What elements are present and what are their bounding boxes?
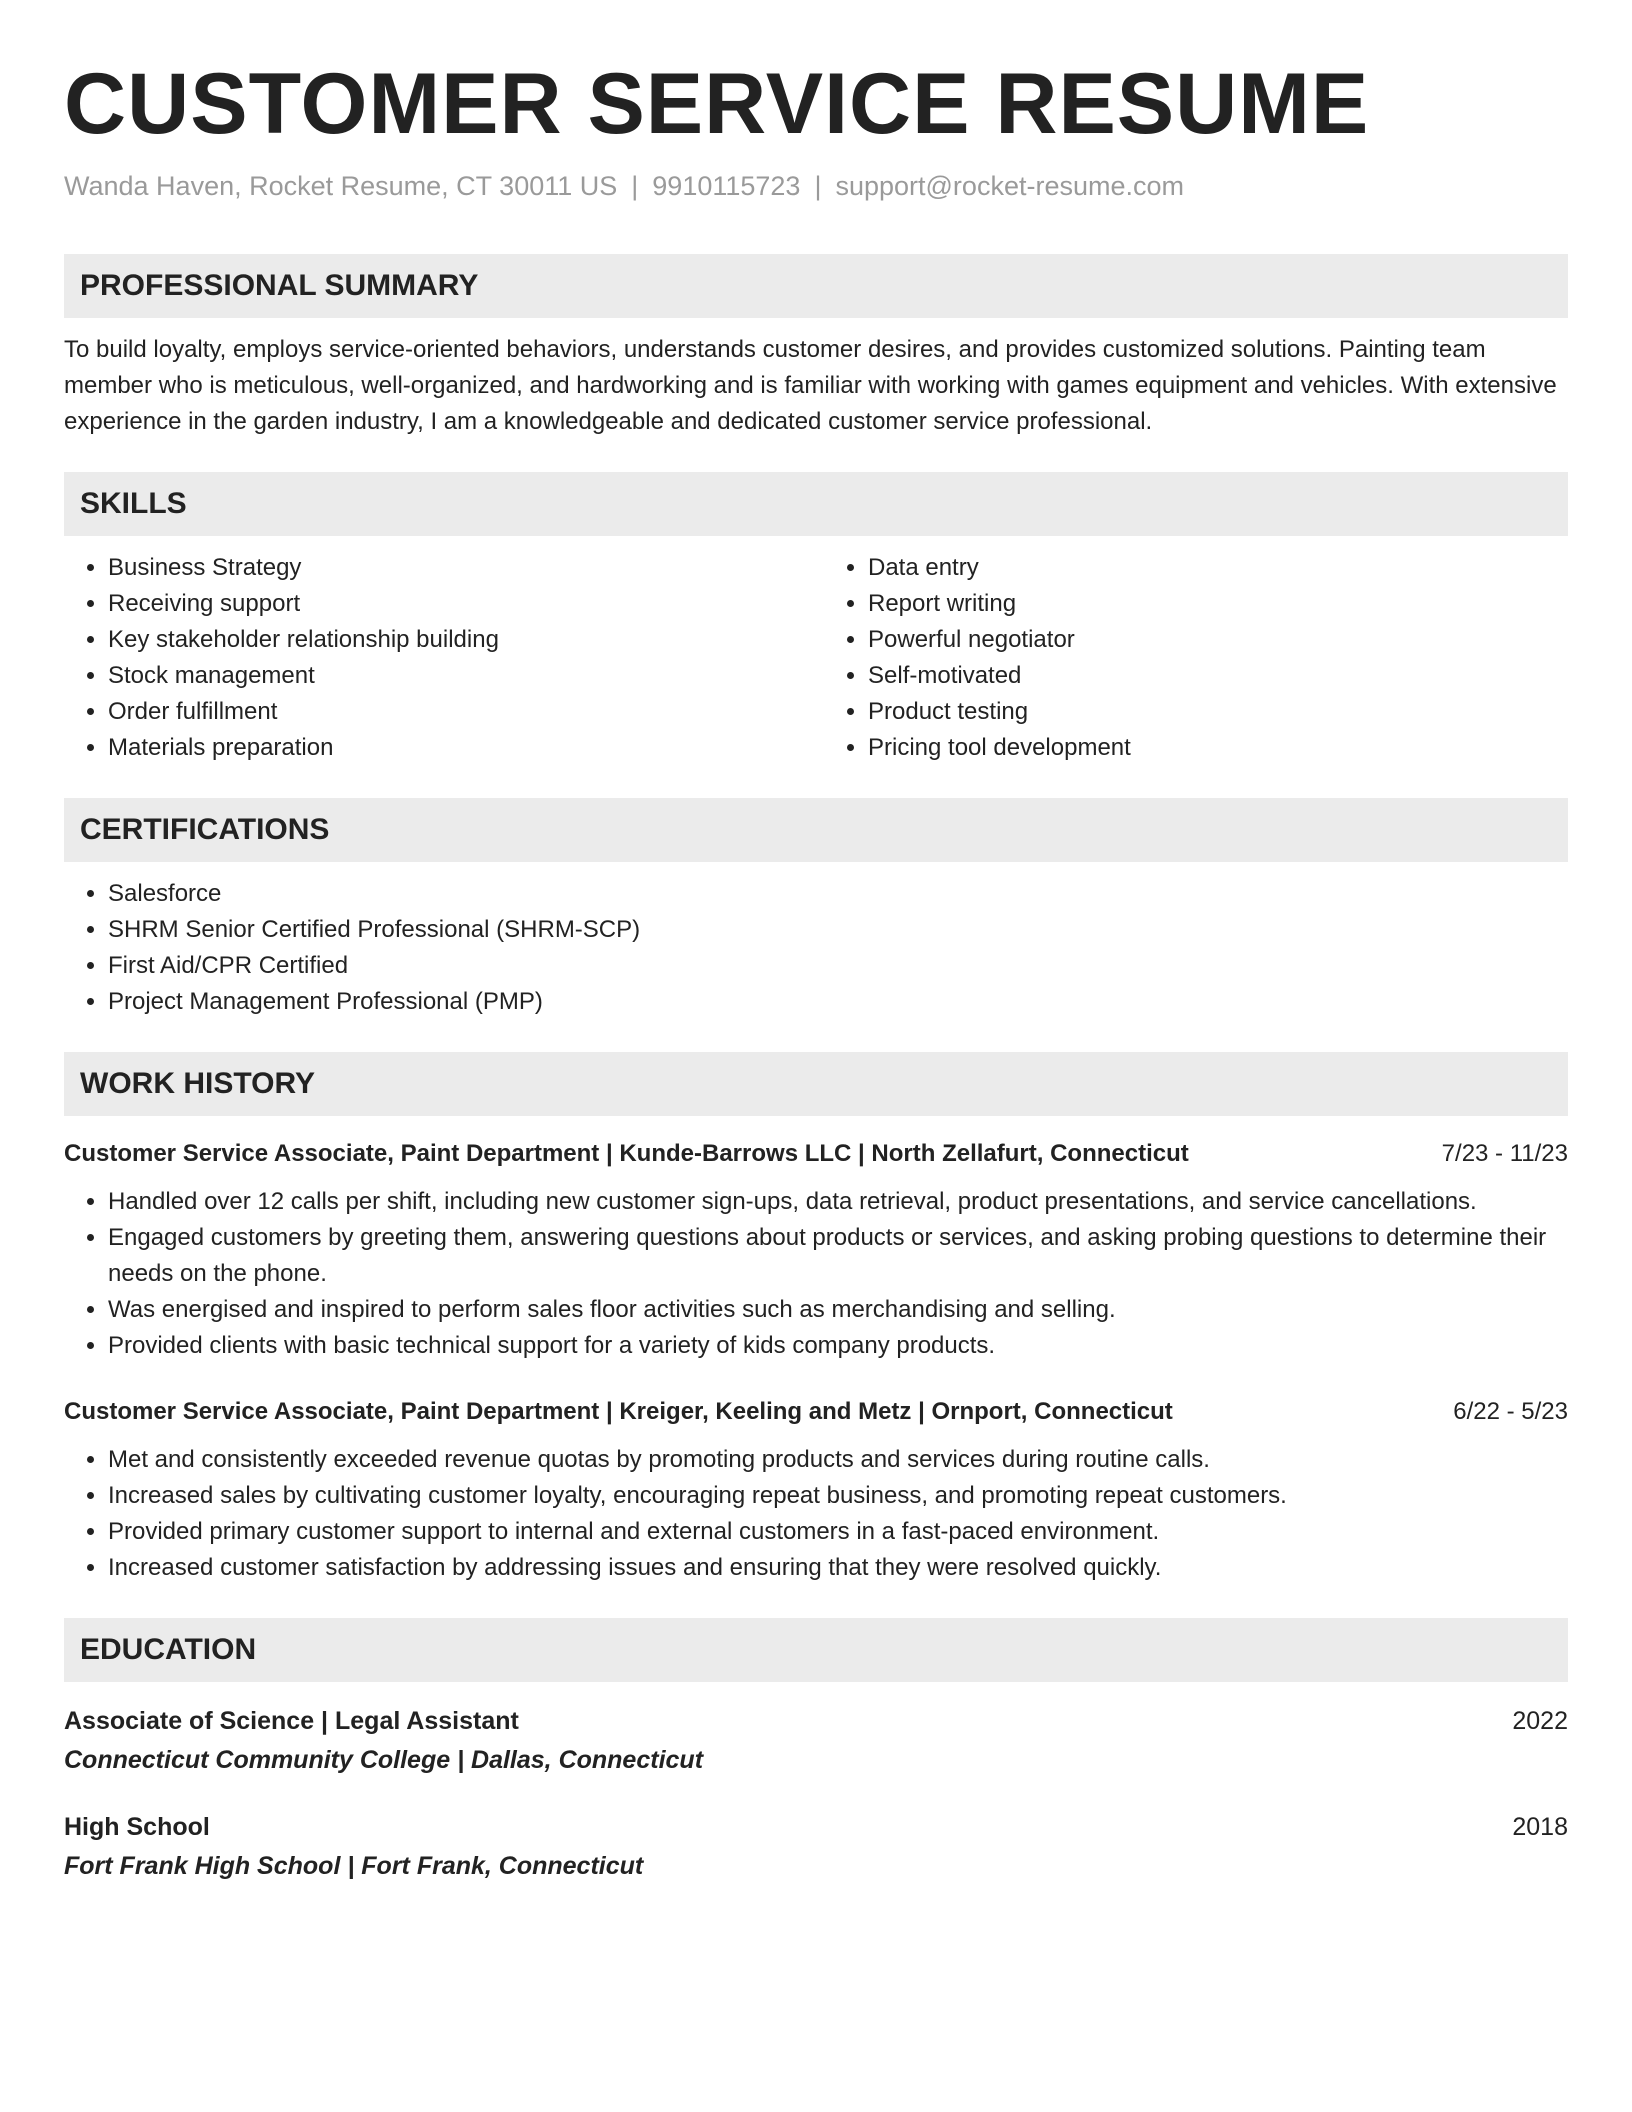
skill-item: • Stock management [108, 658, 816, 694]
skill-item: • Product testing [868, 694, 1568, 730]
section-heading-education: EDUCATION [64, 1618, 1568, 1682]
job-bullet: • Engaged customers by greeting them, answering questions about products or services, and asking probing questions to determine their needs on the phone. [108, 1220, 1568, 1292]
job-bullets [64, 1442, 1568, 1586]
skill-item: • Business Strategy [108, 550, 816, 586]
skill-item: • Data entry [868, 550, 1568, 586]
contact-email: support@rocket-resume.com [835, 171, 1184, 201]
skill-item: • Pricing tool development [868, 730, 1568, 766]
education-year: 2018 [1512, 1813, 1568, 1841]
section-heading-summary: PROFESSIONAL SUMMARY [64, 254, 1568, 318]
education-degree: Associate of Science | Legal Assistant [64, 1707, 519, 1735]
skill-item: • Materials preparation [108, 730, 816, 766]
skill-item: • Powerful negotiator [868, 622, 1568, 658]
job-bullet: • Met and consistently exceeded revenue quotas by promoting products and services during routine calls. [108, 1442, 1568, 1478]
section-heading-work-history: WORK HISTORY [64, 1052, 1568, 1116]
skills-grid [64, 550, 1568, 766]
section-heading-skills: SKILLS [64, 472, 1568, 536]
skills-list-right [816, 550, 1568, 766]
certifications-list [64, 876, 1568, 1020]
contact-phone: 9910115723 [652, 171, 801, 201]
job-title: Customer Service Associate, Paint Department | Kreiger, Keeling and Metz | Ornport, Connecticut [64, 1398, 1173, 1425]
certification-item: • Salesforce [108, 876, 1568, 912]
education-school: Connecticut Community College | Dallas, Connecticut [64, 1746, 704, 1774]
job-bullet: • Increased customer satisfaction by addressing issues and ensuring that they were resolved quickly. [108, 1550, 1568, 1586]
education-header [64, 1808, 1568, 1846]
job-dates: 7/23 - 11/23 [1441, 1140, 1568, 1167]
job-bullet: • Was energised and inspired to perform sales floor activities such as merchandising and selling. [108, 1292, 1568, 1328]
certification-item: • First Aid/CPR Certified [108, 948, 1568, 984]
education-header [64, 1702, 1568, 1740]
education-degree: High School [64, 1813, 210, 1841]
contact-line [64, 168, 1568, 204]
skill-item: • Self-motivated [868, 658, 1568, 694]
education-year: 2022 [1512, 1707, 1568, 1735]
summary-text: To build loyalty, employs service-oriented behaviors, understands customer desires, and provides customized solutions. Painting team member who is meticulous, well-organized, and hardworking and is familiar with working with games equipment and vehicles. With extensive experience in the garden industry, I am a knowledgeable and dedicated customer service professional. [64, 336, 1557, 435]
job-title: Customer Service Associate, Paint Department | Kunde-Barrows LLC | North Zellafurt, Connecticut [64, 1140, 1189, 1167]
job-entry [64, 1394, 1568, 1586]
skill-item: • Receiving support [108, 586, 816, 622]
job-header [64, 1136, 1568, 1172]
certification-item: • SHRM Senior Certified Professional (SHRM-SCP) [108, 912, 1568, 948]
certification-item: • Project Management Professional (PMP) [108, 984, 1568, 1020]
skill-item: • Key stakeholder relationship building [108, 622, 816, 658]
section-heading-certifications: CERTIFICATIONS [64, 798, 1568, 862]
job-bullet: • Provided clients with basic technical support for a variety of kids company products. [108, 1328, 1568, 1364]
skill-item: • Order fulfillment [108, 694, 816, 730]
job-dates: 6/22 - 5/23 [1453, 1398, 1568, 1425]
resume-title: CUSTOMER SERVICE RESUME [64, 56, 1370, 152]
job-entry [64, 1136, 1568, 1364]
job-header [64, 1394, 1568, 1430]
job-bullets [64, 1184, 1568, 1364]
contact-separator: | [814, 171, 822, 201]
contact-separator: | [631, 171, 639, 201]
education-entry [64, 1702, 1568, 1780]
education-school: Fort Frank High School | Fort Frank, Connecticut [64, 1852, 644, 1880]
job-bullet: • Handled over 12 calls per shift, including new customer sign-ups, data retrieval, product presentations, and service cancellations. [108, 1184, 1568, 1220]
job-bullet: • Provided primary customer support to internal and external customers in a fast-paced environment. [108, 1514, 1568, 1550]
education-entry [64, 1808, 1568, 1886]
skills-list-left [64, 550, 816, 766]
skill-item: • Report writing [868, 586, 1568, 622]
contact-address: Wanda Haven, Rocket Resume, CT 30011 US [64, 171, 618, 201]
job-bullet: • Increased sales by cultivating customer loyalty, encouraging repeat business, and promoting repeat customers. [108, 1478, 1568, 1514]
